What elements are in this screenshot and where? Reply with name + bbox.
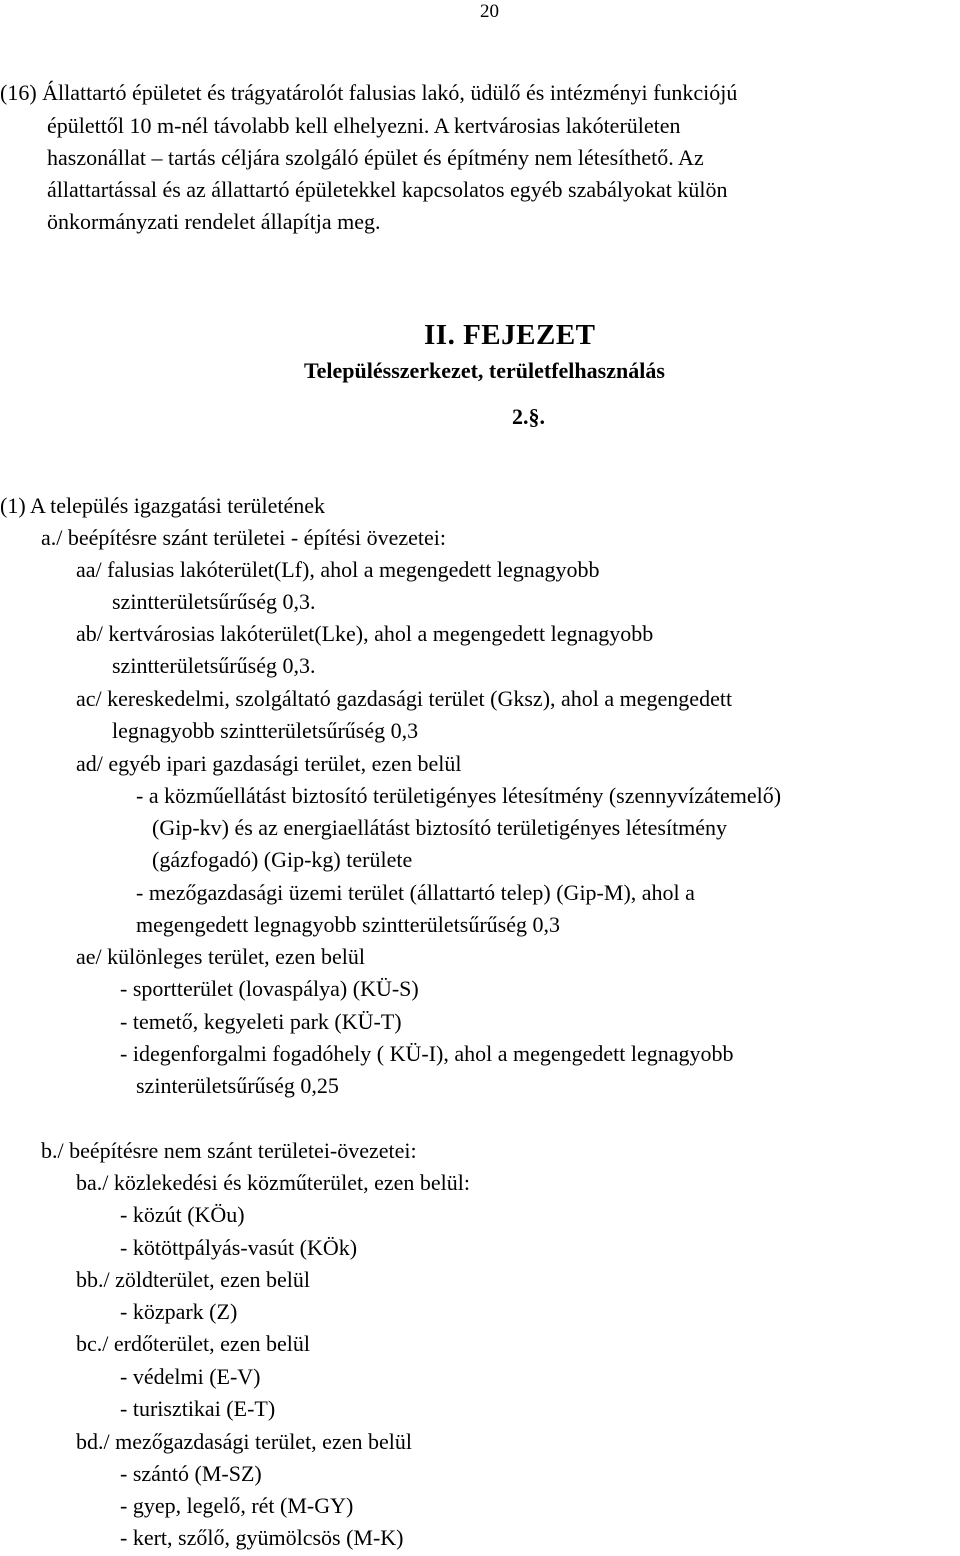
- item-bd-3: - kert, szőlő, gyümölcsös (M-K): [120, 1525, 404, 1550]
- item-ba-1: - közút (KÖu): [120, 1202, 245, 1227]
- item-aa: aa/ falusias lakóterület(Lf), ahol a megengedett legnagyobb: [76, 557, 600, 582]
- page-number: 20: [480, 1, 499, 22]
- item-ac-cont: legnagyobb szintterületsűrűség 0,3: [112, 718, 419, 743]
- item-ae-2: - temető, kegyeleti park (KÜ-T): [120, 1009, 402, 1034]
- item-bc-2: - turisztikai (E-T): [120, 1396, 276, 1421]
- item-bc: bc./ erdőterület, ezen belül: [76, 1331, 310, 1356]
- intro-line-5: önkormányzati rendelet állapítja meg.: [47, 209, 381, 234]
- item-ba: ba./ közlekedési és közműterület, ezen belül:: [76, 1170, 471, 1195]
- intro-line-2: épülettől 10 m-nél távolabb kell elhelyezni. A kertvárosias lakóterületen: [47, 113, 681, 138]
- item-aa-cont: szintterületsűrűség 0,3.: [112, 589, 316, 614]
- item-a: a./ beépítésre szánt területei - építési övezetei:: [41, 525, 446, 550]
- section-number: 2.§.: [512, 404, 545, 429]
- item-ac: ac/ kereskedelmi, szolgáltató gazdasági terület (Gksz), ahol a megengedett: [76, 686, 733, 711]
- item-ba-2: - kötöttpályás-vasút (KÖk): [120, 1235, 358, 1260]
- intro-line-3: haszonállat – tartás céljára szolgáló épület és építmény nem létesíthető. Az: [47, 145, 704, 170]
- item-ad: ad/ egyéb ipari gazdasági terület, ezen belül: [76, 751, 462, 776]
- item-ae-3-cont: szinterületsűrűség 0,25: [136, 1073, 339, 1098]
- paragraph-1-intro: (1) A település igazgatási területének: [0, 493, 325, 518]
- chapter-title: II. FEJEZET: [424, 319, 596, 351]
- item-ad-2: - mezőgazdasági üzemi terület (állattartó telep) (Gip-M), ahol a: [136, 880, 695, 905]
- intro-line-1: (16) Állattartó épületet és trágyatárolót falusias lakó, üdülő és intézményi funkciójú: [0, 80, 738, 105]
- item-bc-1: - védelmi (E-V): [120, 1364, 261, 1389]
- item-ab: ab/ kertvárosias lakóterület(Lke), ahol a megengedett legnagyobb: [76, 621, 654, 646]
- item-bd-1: - szántó (M-SZ): [120, 1461, 262, 1486]
- item-ab-cont: szintterületsűrűség 0,3.: [112, 653, 316, 678]
- item-ad-1-cont-b: (gázfogadó) (Gip-kg) területe: [152, 847, 413, 872]
- intro-line-4: állattartással és az állattartó épületekkel kapcsolatos egyéb szabályokat külön: [47, 177, 728, 202]
- item-bd: bd./ mezőgazdasági terület, ezen belül: [76, 1429, 412, 1454]
- item-ae-3: - idegenforgalmi fogadóhely ( KÜ-I), ahol a megengedett legnagyobb: [120, 1041, 734, 1066]
- item-bd-2: - gyep, legelő, rét (M-GY): [120, 1493, 354, 1518]
- item-bb: bb./ zöldterület, ezen belül: [76, 1267, 310, 1292]
- chapter-subtitle: Településszerkezet, területfelhasználás: [304, 358, 665, 383]
- item-ad-1-cont-a: (Gip-kv) és az energiaellátást biztosító területigényes létesítmény: [152, 815, 728, 840]
- item-bb-1: - közpark (Z): [120, 1299, 238, 1324]
- item-ae: ae/ különleges terület, ezen belül: [76, 944, 365, 969]
- item-ae-1: - sportterület (lovaspálya) (KÜ-S): [120, 976, 419, 1001]
- item-ad-1: - a közműellátást biztosító területigényes létesítmény (szennyvízátemelő): [136, 783, 782, 808]
- item-ad-2-cont: megengedett legnagyobb szintterületsűrűség 0,3: [136, 912, 560, 937]
- item-b: b./ beépítésre nem szánt területei-övezetei:: [41, 1138, 417, 1163]
